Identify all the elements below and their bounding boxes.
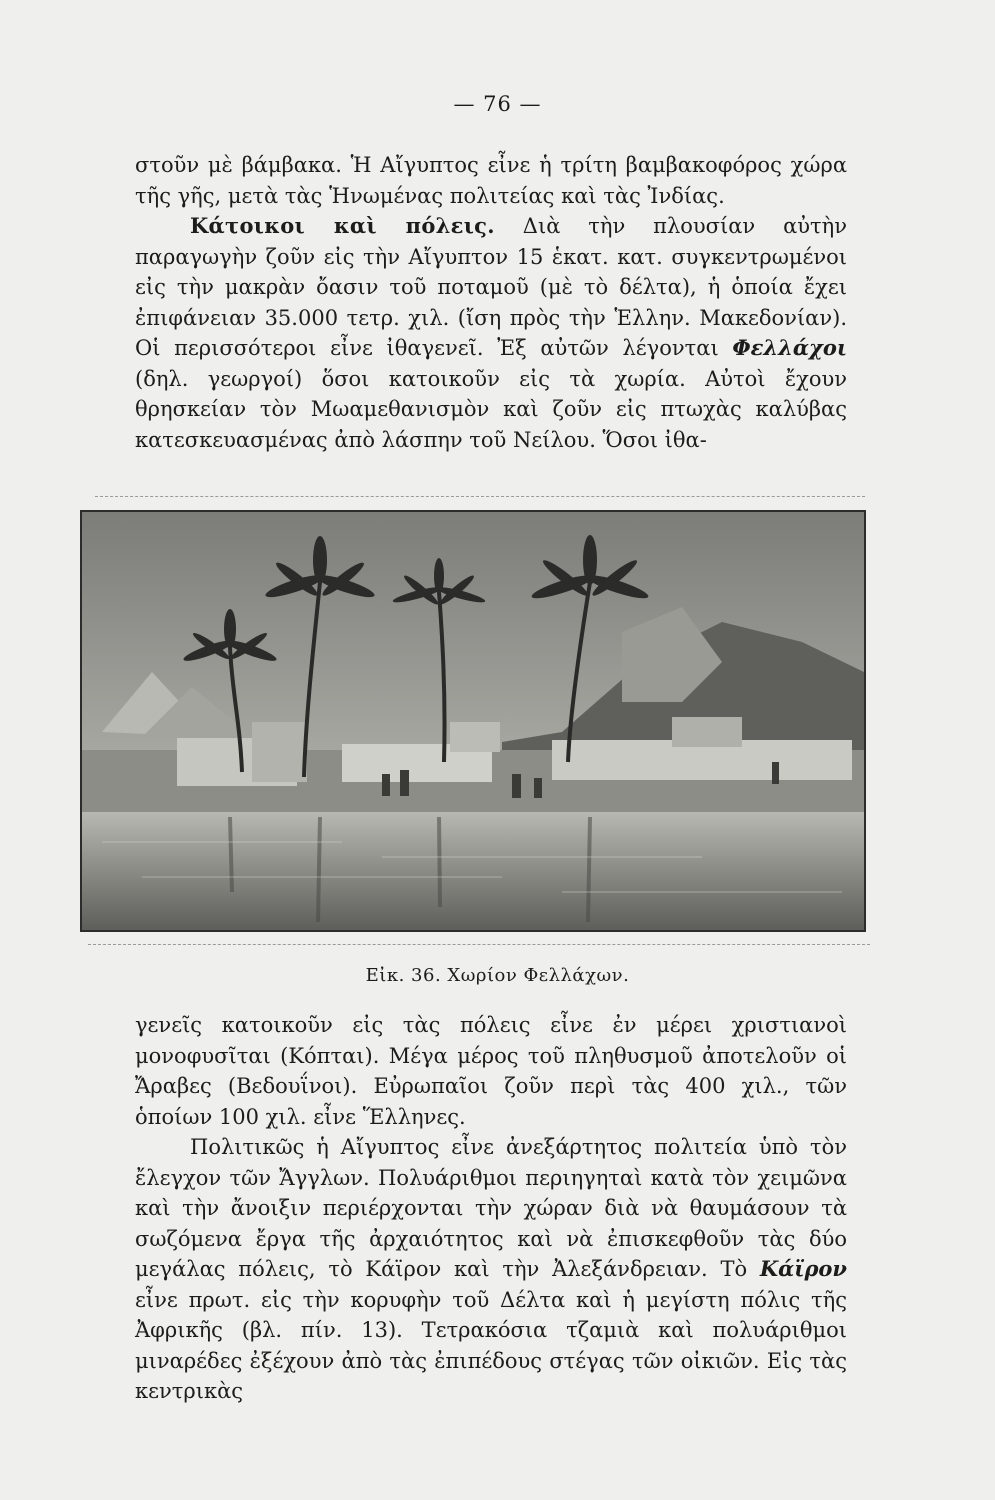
figure-bottom-rule bbox=[88, 944, 870, 945]
term-fellahs: Φελλάχοι bbox=[732, 335, 847, 360]
bottom-text-block bbox=[135, 1010, 847, 1407]
paragraph-politics bbox=[135, 1132, 847, 1407]
page-number: — 76 — bbox=[453, 92, 542, 116]
politics-text-a: Πολιτικῶς ἡ Αἴγυπτος εἶνε ἀνεξάρτητος πολιτεία ὑπὸ τὸν ἔλεγχον τῶν Ἄγγλων. Πολυάριθμοι περιηγηταὶ κατὰ τὸν χειμῶνα καὶ τὴν ἄνοιξιν περιέρχονται τὴν χώραν διὰ νὰ θαυμάσουν τὰ σωζόμενα ἔργα τῆς ἀρχαιότητος καὶ νὰ ἐπισκεφθοῦν τὰς δύο μεγάλας πόλεις, τὸ Κάϊρον καὶ τὴν Ἀλεξάνδρειαν. Τὸ bbox=[135, 1135, 847, 1281]
top-text-block bbox=[135, 150, 847, 455]
politics-text-b: εἶνε πρωτ. εἰς τὴν κορυφὴν τοῦ Δέλτα καὶ ἡ μεγίστη πόλις τῆς Ἀφρικῆς (βλ. πίν. 13). Τετρακόσια τζαμιὰ καὶ πολυάριθμοι μιναρέδες ἐξέχουν ἀπὸ τὰς ἐπιπέδους στέγας τῶν οἰκιῶν. Εἰς τὰς κεντρικὰς bbox=[135, 1287, 847, 1403]
figure-top-rule bbox=[95, 496, 865, 497]
figure-caption: Εἰκ. 36. Χωρίον Φελλάχων. bbox=[365, 965, 630, 986]
term-cairo: Κάϊρον bbox=[759, 1256, 847, 1281]
inhabitants-text-b: (δηλ. γεωργοί) ὅσοι κατοικοῦν εἰς τὰ χωρία. Αὐτοὶ ἔχουν θρησκείαν τὸν Μωαμεθανισμὸν καὶ ζοῦν εἰς πτωχὰς καλύβας κατεσκευασμένας ἀπὸ λάσπην τοῦ Νείλου. Ὅσοι ἰθα- bbox=[135, 366, 847, 452]
mud-house-3 bbox=[450, 722, 500, 752]
village-illustration bbox=[82, 512, 864, 930]
inhabitants-text-a: Διὰ τὴν πλουσίαν αὐτὴν παραγωγὴν ζοῦν εἰς τὴν Αἴγυπτον 15 ἑκατ. κατ. συγκεντρωμένοι εἰς τὴν μακρὰν ὄασιν τοῦ ποταμοῦ (μὲ τὸ δέλτα), ἡ ὁποία ἔχει ἐπιφάνειαν 35.000 τετρ. χιλ. (ἴση πρὸς τὴν Ἑλλην. Μακεδονίαν). Οἱ περισσότεροι εἶνε ἰθαγενεῖ. Ἐξ αὐτῶν λέγονται bbox=[135, 214, 847, 360]
section-heading-inhabitants: Κάτοικοι καὶ πόλεις. bbox=[190, 213, 495, 238]
mud-house-2 bbox=[252, 722, 307, 782]
nile-water bbox=[82, 812, 864, 930]
paragraph-inhabitants bbox=[135, 211, 847, 455]
mud-house-4 bbox=[672, 717, 742, 747]
paragraph-cotton: στοῦν μὲ βάμβακα. Ἡ Αἴγυπτος εἶνε ἡ τρίτη βαμβακοφόρος χώρα τῆς γῆς, μετὰ τὰς Ἡνωμένας πολιτείας καὶ τὰς Ἰνδίας. bbox=[135, 153, 847, 208]
figure-fellah-village bbox=[80, 510, 866, 932]
paragraph-population: γενεῖς κατοικοῦν εἰς τὰς πόλεις εἶνε ἐν μέρει χριστιανοὶ μονοφυσῖται (Κόπται). Μέγα μέρος τοῦ πληθυσμοῦ ἀποτελοῦν οἱ Ἄραβες (Βεδουΐνοι). Εὐρωπαῖοι ζοῦν περὶ τὰς 400 χιλ., τῶν ὁποίων 100 χιλ. εἶνε Ἕλληνες. bbox=[135, 1013, 847, 1129]
